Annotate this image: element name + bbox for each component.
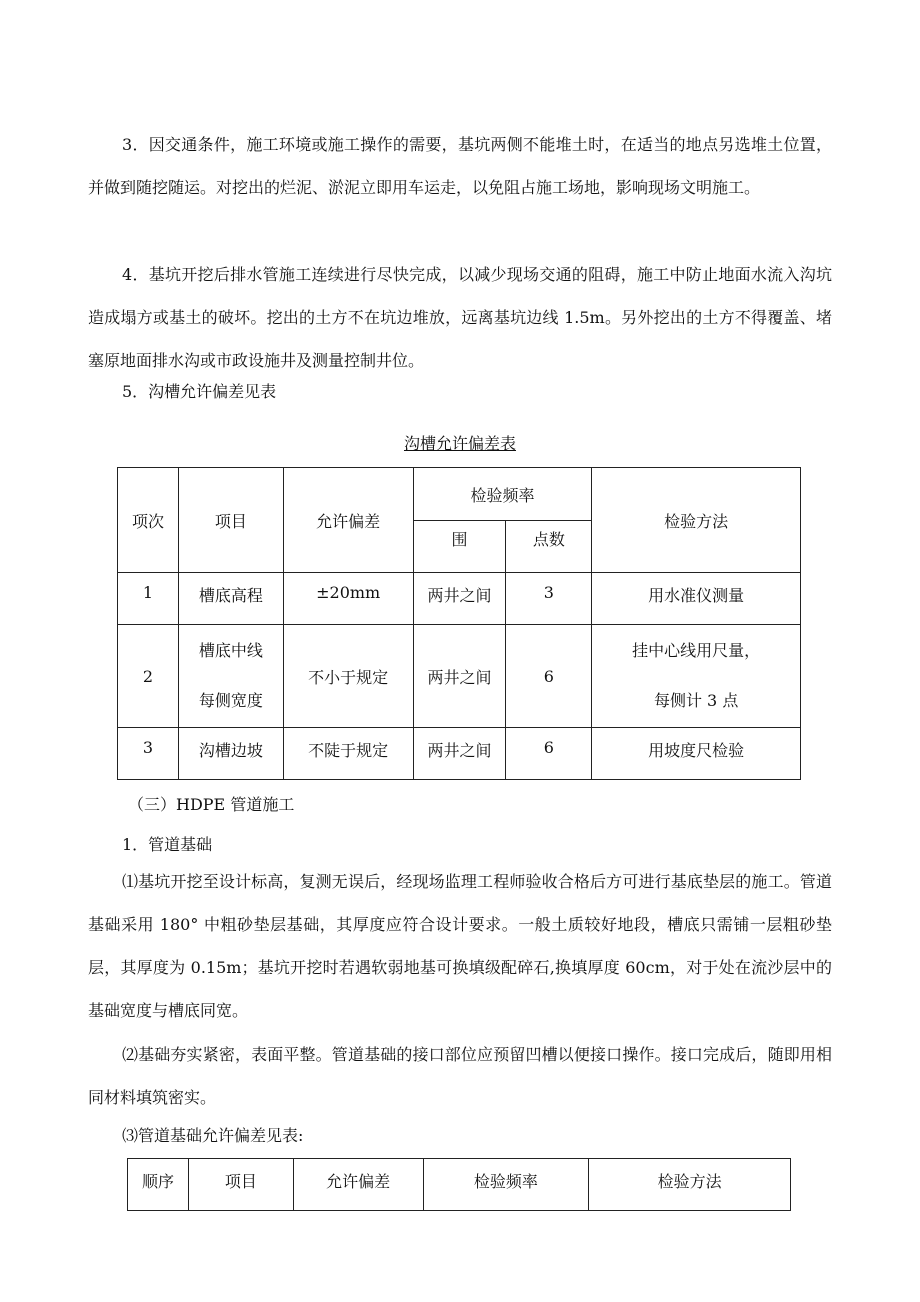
row-range: 两井之间: [413, 625, 506, 728]
row-method: 用坡度尺检验: [592, 728, 801, 780]
header-frequency: 检验频率: [423, 1159, 589, 1211]
foundation-paragraph-1: ⑴基坑开挖至设计标高，复测无误后，经现场监理工程师验收合格后方可进行基底垫层的施工。管道基础采用 180° 中粗砂垫层基础，其厚度应符合设计要求。一般土质较好地段，槽底只需铺一层粗砂垫层，其厚度为 0.15m；基坑开挖时若遇软弱地基可换填级配碎石,换填厚度 60cm，对于处在流沙层中的基础宽度与槽底同宽。: [88, 872, 832, 1020]
paragraph-5: 5．沟槽允许偏差见表: [122, 382, 277, 401]
row-points: 6: [506, 625, 592, 728]
header-item: 项目: [178, 468, 283, 573]
row-no: 2: [118, 625, 179, 728]
header-method: 检验方法: [592, 468, 801, 573]
row-method: 用水准仪测量: [592, 573, 801, 625]
tolerance-table-trench: [117, 467, 801, 780]
paragraph-4: 4．基坑开挖后排水管施工连续进行尽快完成，以减少现场交通的阻碍，施工中防止地面水流入沟坑造成塌方或基土的破坏。挖出的土方不在坑边堆放，远离基坑边线 1.5m。另外挖出的土方不得覆盖、堵塞原地面排水沟或市政设施井及测量控制井位。: [88, 265, 832, 370]
foundation-paragraph-3: ⑶管道基础允许偏差见表:: [122, 1126, 304, 1145]
header-frequency: 检验频率: [413, 468, 592, 521]
row-item-cell: [178, 625, 283, 728]
subsection-heading: 1．管道基础: [122, 835, 213, 854]
header-tolerance: 允许偏差: [293, 1159, 423, 1211]
header-item: 项目: [188, 1159, 293, 1211]
table-row: [118, 625, 801, 728]
row-method-cell: [592, 625, 801, 728]
row-range: 两井之间: [413, 573, 506, 625]
row-range: 两井之间: [413, 728, 506, 780]
table-row: [118, 728, 801, 780]
header-method: 检验方法: [589, 1159, 791, 1211]
row-no: 1: [118, 573, 179, 625]
row-item: 沟槽边坡: [178, 728, 283, 780]
row-item: 槽底中线: [198, 641, 263, 660]
header-no: 项次: [118, 468, 179, 573]
header-points: 点数: [506, 521, 592, 573]
row-no: 3: [118, 728, 179, 780]
header-range: 围: [413, 521, 506, 573]
header-tolerance: 允许偏差: [283, 468, 413, 573]
row-tolerance: 不小于规定: [283, 625, 413, 728]
section-heading: （三）HDPE 管道施工: [128, 795, 295, 814]
row-method: 挂中心线用尺量，: [632, 641, 761, 660]
table1-title: 沟槽允许偏差表: [403, 434, 516, 453]
header-order: 顺序: [128, 1159, 189, 1211]
row-points: 6: [506, 728, 592, 780]
paragraph-3: 3．因交通条件，施工环境或施工操作的需要，基坑两侧不能堆土时，在适当的地点另选堆土位置，并做到随挖随运。对挖出的烂泥、淤泥立即用车运走，以免阻占施工场地，影响现场文明施工。: [88, 135, 832, 197]
row-item: 槽底高程: [178, 573, 283, 625]
row-points: 3: [506, 573, 592, 625]
tolerance-table-foundation: [127, 1158, 791, 1211]
row-tolerance: ±20mm: [283, 573, 413, 625]
row-tolerance: 不陡于规定: [283, 728, 413, 780]
row-item-2: 每侧宽度: [198, 691, 263, 710]
row-method-2: 每侧计 3 点: [653, 691, 739, 710]
table-row: [118, 573, 801, 625]
foundation-paragraph-2: ⑵基础夯实紧密，表面平整。管道基础的接口部位应预留凹槽以便接口操作。接口完成后，随即用相同材料填筑密实。: [88, 1045, 832, 1107]
